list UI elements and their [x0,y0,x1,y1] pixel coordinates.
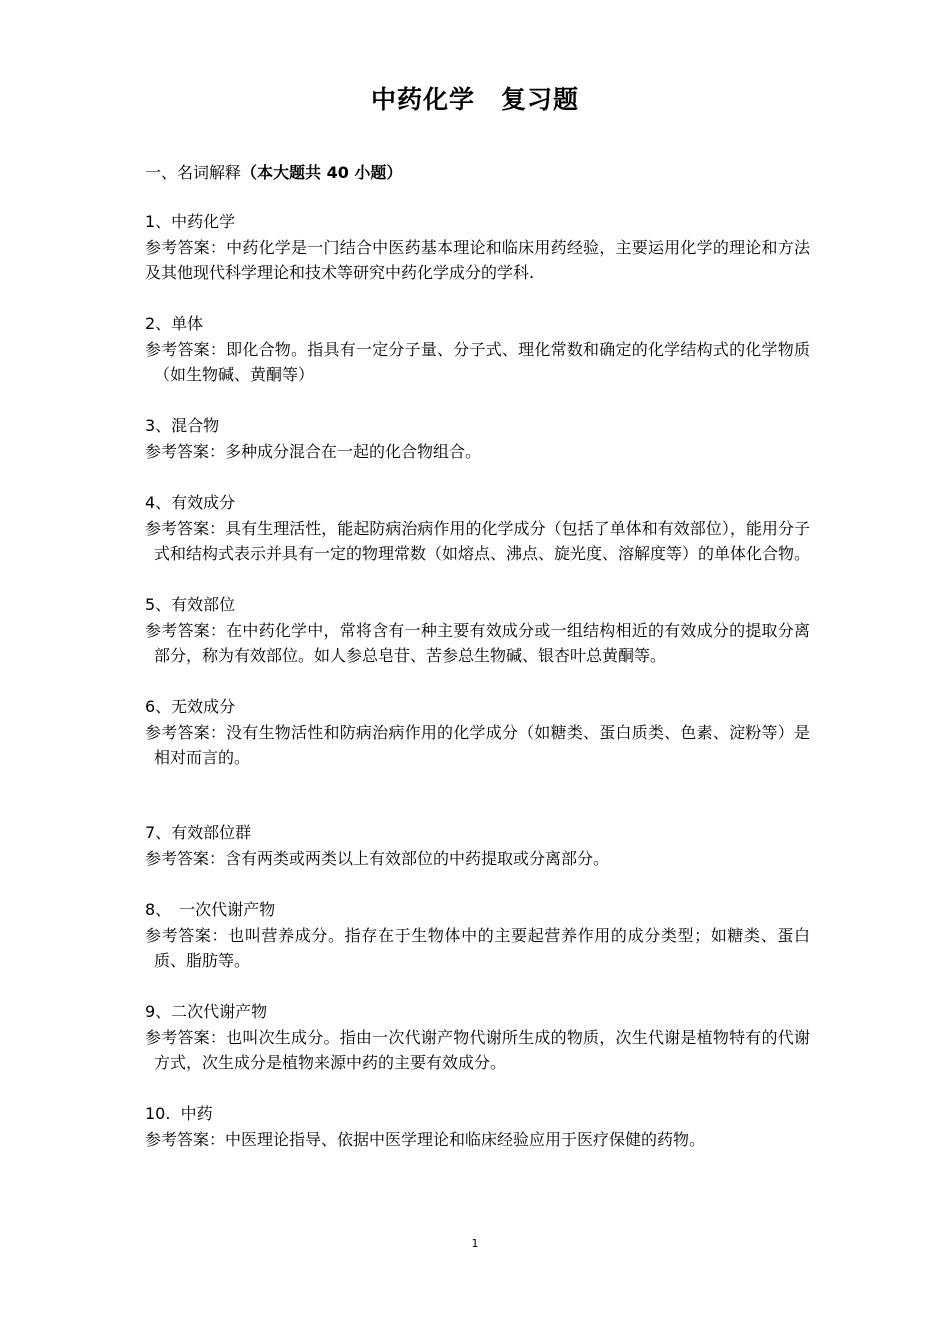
section-heading [145,160,402,186]
answer-text: 也叫次生成分。指由一次代谢产物代谢所生成的物质，次生代谢是植物特有的代谢方式，次生成分是植物来源中药的主要有效成分。 [154,1028,810,1072]
term-heading: 6、无效成分 [145,697,236,716]
answer-label: 参考答案： [145,238,227,257]
reference-answer [145,618,810,668]
answer-text: 也叫营养成分。指存在于生物体中的主要起营养作用的成分类型；如糖类、蛋白质、脂肪等。 [154,926,810,970]
answer-label: 参考答案： [145,1028,227,1047]
reference-answer [145,235,810,285]
section-heading-note: （本大题共 40 小题） [241,163,403,182]
answer-text: 含有两类或两类以上有效部位的中药提取或分离部分。 [225,849,610,868]
term-heading: 4、有效成分 [145,493,236,512]
reference-answer [145,846,810,871]
term-heading: 8、 一次代谢产物 [145,900,276,919]
definition-item-7 [145,820,810,871]
answer-label: 参考答案： [145,849,226,868]
answer-label: 参考答案： [145,1130,226,1149]
answer-label: 参考答案： [145,723,227,742]
reference-answer [145,516,810,566]
definition-item-8 [145,897,810,973]
definition-item-1 [145,209,810,285]
term-heading: 9、二次代谢产物 [145,1002,268,1021]
reference-answer [145,923,810,973]
definition-item-2 [145,311,826,387]
answer-text: 中医理论指导、依据中医学理论和临床经验应用于医疗保健的药物。 [225,1130,706,1149]
answer-text: 即化合物。指具有一定分子量、分子式、理化常数和确定的化学结构式的化学物质 （如生物碱、黄酮等） [154,340,826,384]
definition-item-5 [145,592,810,668]
definition-list [145,209,826,1178]
page-title: 中药化学 复习题 [370,85,579,114]
answer-text: 没有生物活性和防病治病作用的化学成分（如糖类、蛋白质类、色素、淀粉等）是相对而言的。 [154,723,810,767]
reference-answer [145,337,826,387]
answer-label: 参考答案： [145,621,227,640]
section-heading-prefix: 一、名词解释 [145,163,242,182]
answer-label: 参考答案： [145,340,227,359]
reference-answer [145,720,810,770]
reference-answer [145,1025,810,1075]
term-heading: 1、中药化学 [145,212,236,231]
reference-answer [145,1127,810,1152]
term-heading: 7、有效部位群 [145,823,252,842]
reference-answer [145,439,810,464]
definition-item-3 [145,413,810,464]
answer-text: 中药化学是一门结合中医药基本理论和临床用药经验，主要运用化学的理论和方法及其他现代科学理论和技术等研究中药化学成分的学科. [145,238,810,282]
definition-item-6 [145,694,810,770]
answer-text: 在中药化学中，常将含有一种主要有效成分或一组结构相近的有效成分的提取分离部分，称为有效部位。如人参总皂苷、苦参总生物碱、银杏叶总黄酮等。 [154,621,810,665]
definition-item-9 [145,999,810,1075]
page-number: 1 [471,1237,479,1250]
term-heading: 5、有效部位 [145,595,236,614]
answer-label: 参考答案： [145,519,226,538]
term-heading: 3、混合物 [145,416,220,435]
definition-item-10 [145,1101,810,1152]
term-heading: 2、单体 [145,314,204,333]
term-heading: 10. 中药 [145,1104,213,1123]
answer-label: 参考答案： [145,926,229,945]
definition-item-4 [145,490,810,566]
answer-label: 参考答案： [145,442,226,461]
answer-text: 具有生理活性，能起防病治病作用的化学成分（包括了单体和有效部位），能用分子式和结构式表示并具有一定的物理常数（如熔点、沸点、旋光度、溶解度等）的单体化合物。 [154,519,811,563]
answer-text: 多种成分混合在一起的化合物组合。 [225,442,482,461]
